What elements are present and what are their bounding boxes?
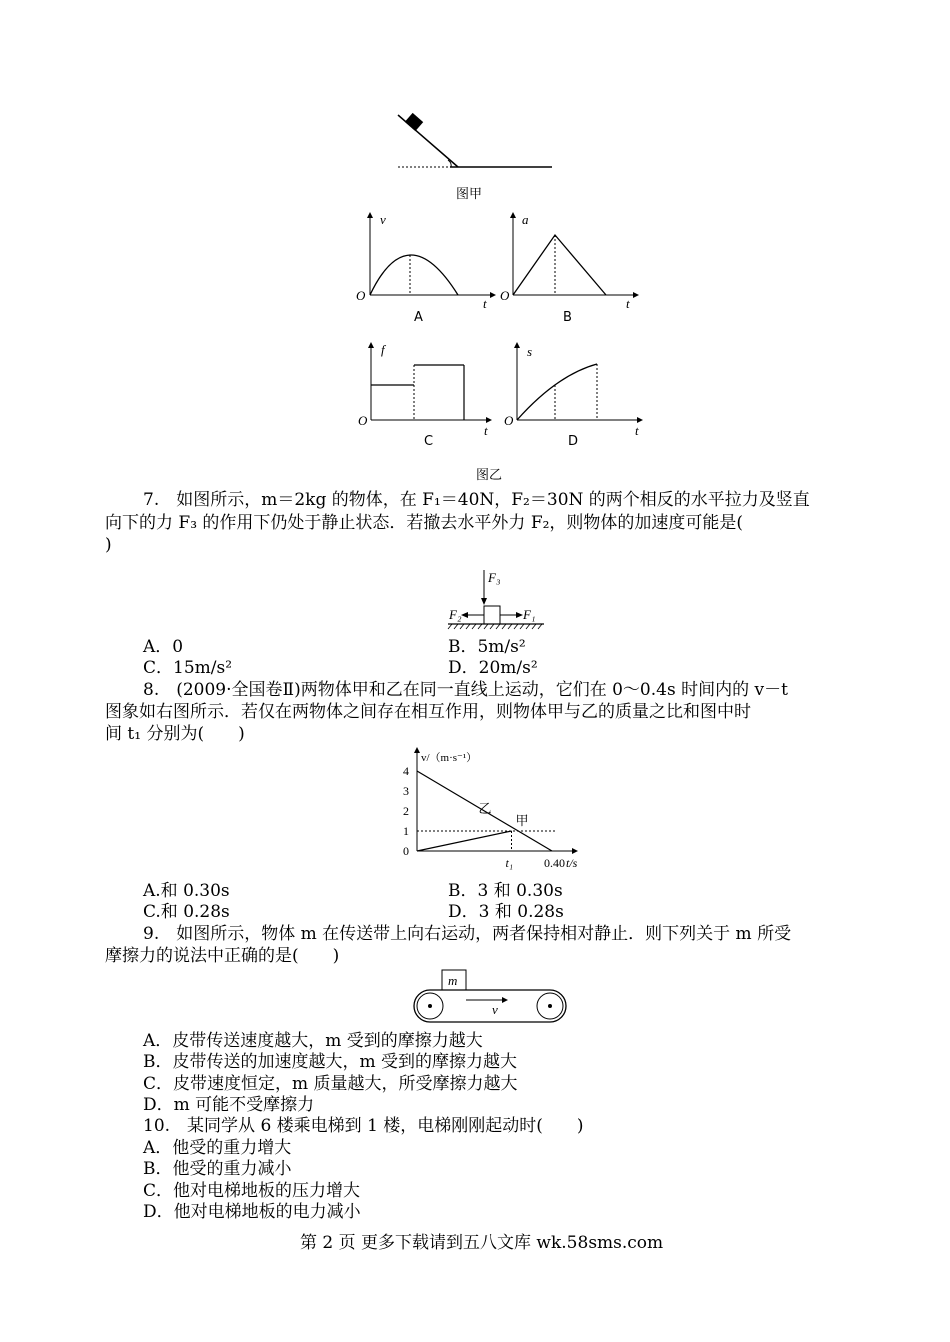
series-yi-label: 乙 xyxy=(478,801,492,816)
x-axis-arrow xyxy=(572,848,578,854)
q9-option-b[interactable]: B．皮带传送的加速度越大，m 受到的摩擦力越大 xyxy=(143,1052,518,1072)
q9-line-1: 9. 如图所示，物体 m 在传送带上向右运动，两者保持相对静止．则下列关于 m 所受 xyxy=(143,924,792,944)
fig-yi-caption: 图乙 xyxy=(476,468,503,483)
q7-f3-label: F₃ xyxy=(488,570,501,585)
y-tick-label: 1 xyxy=(403,824,409,838)
q7-option-b[interactable]: B．5m/s² xyxy=(448,637,526,657)
conveyor-mass-label: m xyxy=(448,973,458,988)
q8-line-3: 间 t₁ 分别为( ) xyxy=(105,724,245,744)
graph-a-y-label: v xyxy=(380,212,386,227)
graph-b-y-label: a xyxy=(522,212,529,227)
graph-d-letter: D xyxy=(568,434,579,449)
q9-option-c[interactable]: C．皮带速度恒定，m 质量越大，所受摩擦力越大 xyxy=(143,1074,518,1094)
y-axis-label: v/（m·s⁻¹） xyxy=(421,752,478,764)
graph-c-y-label: f xyxy=(381,342,385,357)
graph-d xyxy=(502,340,652,440)
graph-a-letter: A xyxy=(414,310,423,325)
q9-line-2: 摩擦力的说法中正确的是( ) xyxy=(105,946,340,966)
conveyor-velocity-label: v xyxy=(492,1002,498,1017)
y-axis-arrow xyxy=(414,747,420,753)
graph-b xyxy=(498,210,648,310)
graph-c-x-label: t xyxy=(484,423,488,438)
q9-option-a[interactable]: A．皮带传送速度越大，m 受到的摩擦力越大 xyxy=(143,1031,483,1051)
x-tick-t1: t₁ xyxy=(505,856,514,870)
y-tick-label: 3 xyxy=(403,784,409,798)
q10-option-a[interactable]: A．他受的重力增大 xyxy=(143,1138,292,1158)
q10-option-b[interactable]: B．他受的重力减小 xyxy=(143,1159,292,1179)
q8-line-2: 图象如右图所示．若仅在两物体之间存在相互作用，则物体甲与乙的质量之比和图中时 xyxy=(105,702,751,722)
q8-option-d[interactable]: D．3 和 0.28s xyxy=(448,902,564,922)
q7-force-figure xyxy=(446,568,546,634)
q7-option-c[interactable]: C．15m/s² xyxy=(143,658,233,678)
series-jia-label: 甲 xyxy=(515,813,529,828)
fig-jia-caption: 图甲 xyxy=(456,187,483,202)
graph-d-y-label: s xyxy=(527,344,533,359)
graph-a-origin: O xyxy=(356,288,366,303)
incline-figure xyxy=(390,110,560,175)
q10-line-1: 10. 某同学从 6 楼乘电梯到 1 楼，电梯刚刚起动时( ) xyxy=(143,1116,584,1136)
graph-c-letter: C xyxy=(424,434,434,449)
q8-line-1: 8. (2009·全国卷Ⅱ)两物体甲和乙在同一直线上运动，它们在 0～0.4s 时间内的 v－t xyxy=(143,680,788,700)
x-tick-040: 0.40 xyxy=(544,856,565,870)
graph-c-origin: O xyxy=(358,413,368,428)
q7-f2-label: F₂ xyxy=(449,607,462,622)
q10-option-d[interactable]: D．他对电梯地板的电力减小 xyxy=(143,1202,361,1222)
page-footer: 第 2 页 更多下载请到五八文库 wk.58sms.com xyxy=(300,1233,664,1253)
graph-c xyxy=(356,340,506,440)
q7-option-d[interactable]: D．20m/s² xyxy=(448,658,538,678)
q8-option-c[interactable]: C.和 0.28s xyxy=(143,902,230,922)
graph-b-x-label: t xyxy=(626,296,630,310)
graph-b-origin: O xyxy=(500,288,510,303)
q7-f1-label: F₁ xyxy=(523,607,536,622)
q10-option-c[interactable]: C．他对电梯地板的压力增大 xyxy=(143,1181,361,1201)
q8-option-b[interactable]: B．3 和 0.30s xyxy=(448,881,563,901)
conveyor-figure xyxy=(408,968,573,1026)
q7-line-3: ) xyxy=(105,535,112,555)
graph-b-letter: B xyxy=(563,310,572,325)
q7-option-a[interactable]: A．0 xyxy=(143,637,184,657)
graph-d-x-label: t xyxy=(635,423,639,438)
graph-a xyxy=(350,210,500,310)
graph-d-origin: O xyxy=(504,413,514,428)
q7-line-2: 向下的力 F₃ 的作用下仍处于静止状态．若撤去水平外力 F₂，则物体的加速度可能是( xyxy=(105,513,744,533)
y-tick-label: 2 xyxy=(403,804,409,818)
y-tick-label: 4 xyxy=(403,764,409,778)
graph-a-x-label: t xyxy=(483,296,487,310)
y-tick-label: 0 xyxy=(403,844,409,858)
q9-option-d[interactable]: D．m 可能不受摩擦力 xyxy=(143,1095,315,1115)
x-axis-label: t/s xyxy=(566,856,578,870)
q8-option-a[interactable]: A.和 0.30s xyxy=(143,881,230,901)
q7-line-1: 7. 如图所示，m＝2kg 的物体，在 F₁＝40N，F₂＝30N 的两个相反的水平拉力及竖直 xyxy=(143,490,810,510)
vt-chart xyxy=(395,745,585,875)
series-jia-line xyxy=(417,831,512,851)
